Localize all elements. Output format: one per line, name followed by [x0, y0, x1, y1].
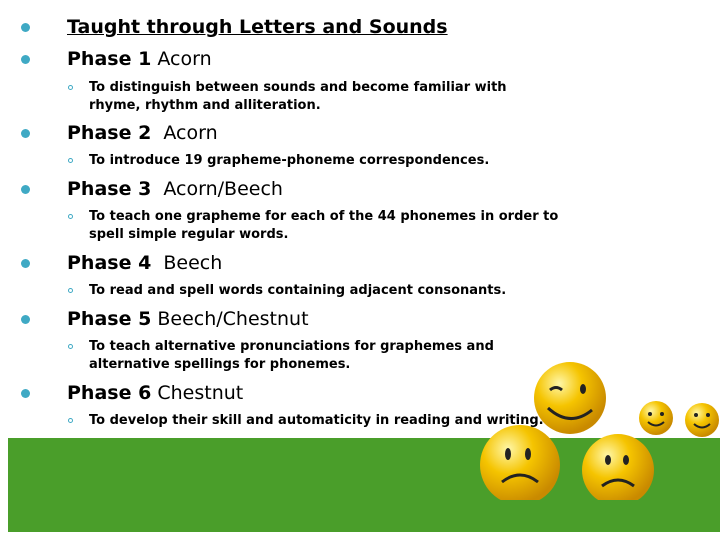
phase-stage: Acorn [151, 48, 212, 70]
bullet-dot-icon [21, 129, 30, 138]
detail-text: To teach one grapheme for each of the 44 phonemes in order to spell simple regular words. [89, 209, 559, 242]
bullet-dot-icon [21, 185, 30, 194]
sub-bullet-ring-icon [68, 214, 73, 219]
bullet-dot-icon [21, 55, 30, 64]
phase-label: Phase 5 [67, 308, 152, 330]
phase-stage: Beech/Chestnut [151, 308, 309, 330]
sub-bullet-ring-icon [68, 418, 73, 423]
small-smiley-icon [639, 401, 673, 435]
sub-bullet-ring-icon [68, 85, 73, 90]
bullet-dot-icon [21, 315, 30, 324]
phase-stage: Acorn/Beech [151, 178, 283, 200]
detail-text: To teach alternative pronunciations for graphemes and alternative spellings for phonemes. [89, 339, 494, 372]
phase-stage: Acorn [151, 122, 218, 144]
detail-text: To distinguish between sounds and become familiar with rhyme, rhythm and alliteration. [89, 80, 507, 113]
detail-text: To read and spell words containing adjacent consonants. [89, 283, 507, 298]
phase-label: Phase 6 [67, 382, 152, 404]
detail-text: To introduce 19 grapheme-phoneme correspondences. [89, 153, 490, 168]
phase-stage: Chestnut [151, 382, 244, 404]
phase-stage: Beech [151, 252, 223, 274]
phase-label: Phase 2 [67, 122, 152, 144]
phase-label: Phase 1 [67, 48, 152, 70]
sad-smiley-icon [480, 425, 560, 500]
phase-label: Phase 3 [67, 178, 152, 200]
sad-smiley-icon [582, 434, 654, 500]
sub-bullet-ring-icon [68, 158, 73, 163]
phase-label: Phase 4 [67, 252, 152, 274]
bullet-dot-icon [21, 259, 30, 268]
detail-text: To develop their skill and automaticity in reading and writing. [89, 413, 544, 428]
smiley-faces-image [480, 360, 720, 500]
sub-bullet-ring-icon [68, 288, 73, 293]
bullet-dot-icon [21, 389, 30, 398]
heading-text: Taught through Letters and Sounds [67, 16, 448, 38]
bullet-dot-icon [21, 23, 30, 32]
sub-bullet-ring-icon [68, 344, 73, 349]
small-smiley-icon [685, 403, 719, 437]
